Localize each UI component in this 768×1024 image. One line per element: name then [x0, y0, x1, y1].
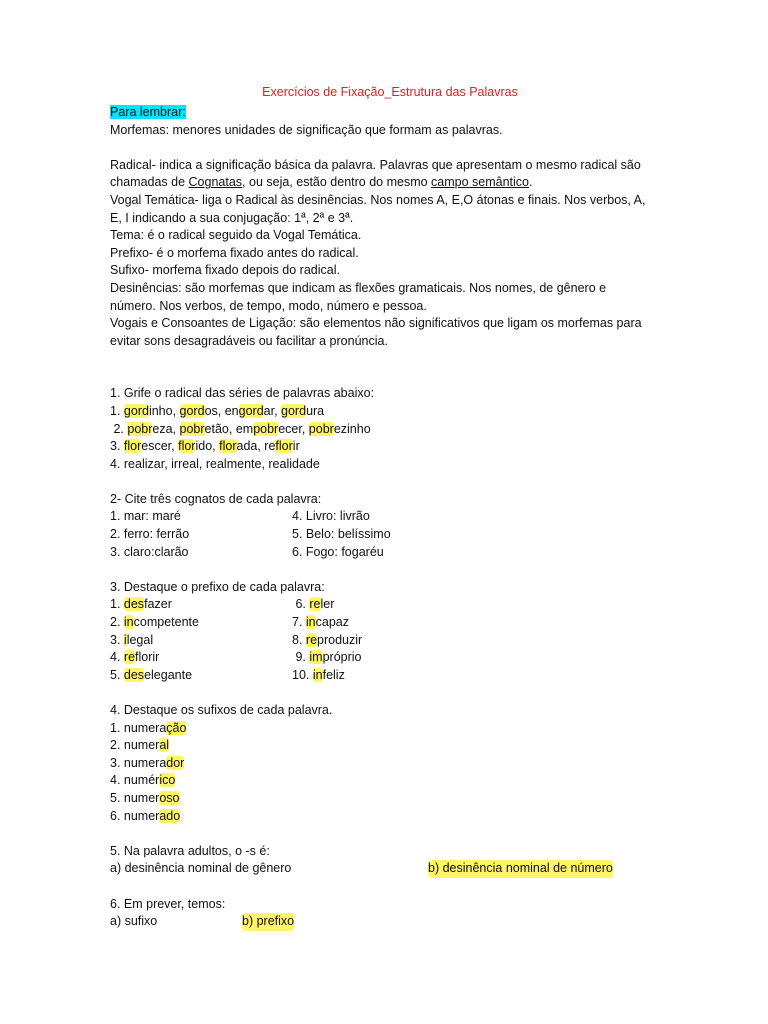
- prefixo-definition: Prefixo- é o morfema fixado antes do radical.: [110, 245, 359, 260]
- q1-question: 1. Grife o radical das séries de palavras abaixo:: [110, 386, 375, 401]
- q2-row: 1. mar: maré 4. Livro: livrão: [110, 509, 370, 524]
- q6-question: 6. Em prever, temos:: [110, 896, 226, 911]
- sufixo-definition: Sufixo- morfema fixado depois do radical.: [110, 263, 340, 278]
- q2-row: 3. claro:clarão 6. Fogo: fogaréu: [110, 544, 384, 559]
- remember-label-line: [110, 104, 670, 122]
- q3-row: 1. desfazer 6. reler: [110, 597, 335, 612]
- remember-label: Para lembrar:: [110, 105, 186, 119]
- q5-option-a: a) desinência nominal de gênero: [110, 861, 292, 876]
- vogais-definition-2: evitar sons desagradáveis ou facilitar a pronúncia.: [110, 333, 388, 348]
- vogal-definition-2: E, I indicando a sua conjugação: 1ª, 2ª e 3ª.: [110, 210, 354, 225]
- cognatas-term: Cognatas: [188, 175, 243, 190]
- q6-option-b: b) prefixo: [242, 913, 294, 931]
- q6-option-a: a) sufixo: [110, 914, 158, 929]
- document-page: [110, 84, 670, 931]
- vogais-definition-1: Vogais e Consoantes de Ligação: são elementos não significativos que ligam os morfemas para: [110, 316, 642, 331]
- campo-semantico-term: campo semântico: [431, 175, 530, 190]
- vogal-definition-1: Vogal Temática- liga o Radical às desinências. Nos nomes A, E,O átonas e finais. Nos verbos, A,: [110, 192, 646, 207]
- q1-line-4: 4. realizar, irreal, realmente, realidade: [110, 456, 320, 471]
- q4-item: 1. numeração: [110, 720, 187, 735]
- q4-item: 5. numeroso: [110, 790, 180, 805]
- q5-options: [110, 860, 670, 878]
- tema-definition: Tema: é o radical seguido da Vogal Temática.: [110, 228, 362, 243]
- q3-row: 5. deselegante 10. infeliz: [110, 667, 345, 682]
- q1-line-1: 1. gordinho, gordos, engordar, gordura: [110, 403, 325, 418]
- q3-row: 3. ilegal 8. reproduzir: [110, 632, 363, 647]
- q2-row: 2. ferro: ferrão 5. Belo: belíssimo: [110, 527, 391, 542]
- desinencias-definition-2: número. Nos verbos, de tempo, modo, número e pessoa.: [110, 298, 427, 313]
- morfemas-definition: Morfemas: menores unidades de significação que formam as palavras.: [110, 122, 503, 137]
- q4-item: 2. numeral: [110, 738, 170, 753]
- q3-row: 4. reflorir 9. impróprio: [110, 650, 362, 665]
- q1-line-3: 3. florescer, florido, florada, reflorir: [110, 439, 300, 454]
- q4-item: 6. numerado: [110, 808, 181, 823]
- q5-question: 5. Na palavra adultos, o -s é:: [110, 843, 270, 858]
- q4-item: 3. numerador: [110, 755, 185, 770]
- radical-definition-2: chamadas de Cognatas, ou seja, estão dentro do mesmo campo semântico.: [110, 175, 533, 190]
- q5-option-b: b) desinência nominal de número: [428, 860, 613, 878]
- q2-question: 2- Cite três cognatos de cada palavra:: [110, 491, 322, 506]
- q4-question: 4. Destaque os sufixos de cada palavra.: [110, 703, 333, 717]
- radical-definition-1: Radical- indica a significação básica da palavra. Palavras que apresentam o mesmo radical são: [110, 157, 641, 172]
- q3-question: 3. Destaque o prefixo de cada palavra:: [110, 579, 325, 594]
- q6-options: [110, 913, 670, 931]
- q1-line-2: 2. pobreza, pobretão, empobrecer, pobrezinho: [110, 421, 371, 436]
- q4-item: 4. numérico: [110, 773, 176, 788]
- desinencias-definition-1: Desinências: são morfemas que indicam as flexões gramaticais. Nos nomes, de gênero e: [110, 280, 607, 295]
- q3-row: 2. incompetente 7. incapaz: [110, 615, 349, 630]
- document-title: Exercícios de Fixação_Estrutura das Palavras: [262, 85, 518, 99]
